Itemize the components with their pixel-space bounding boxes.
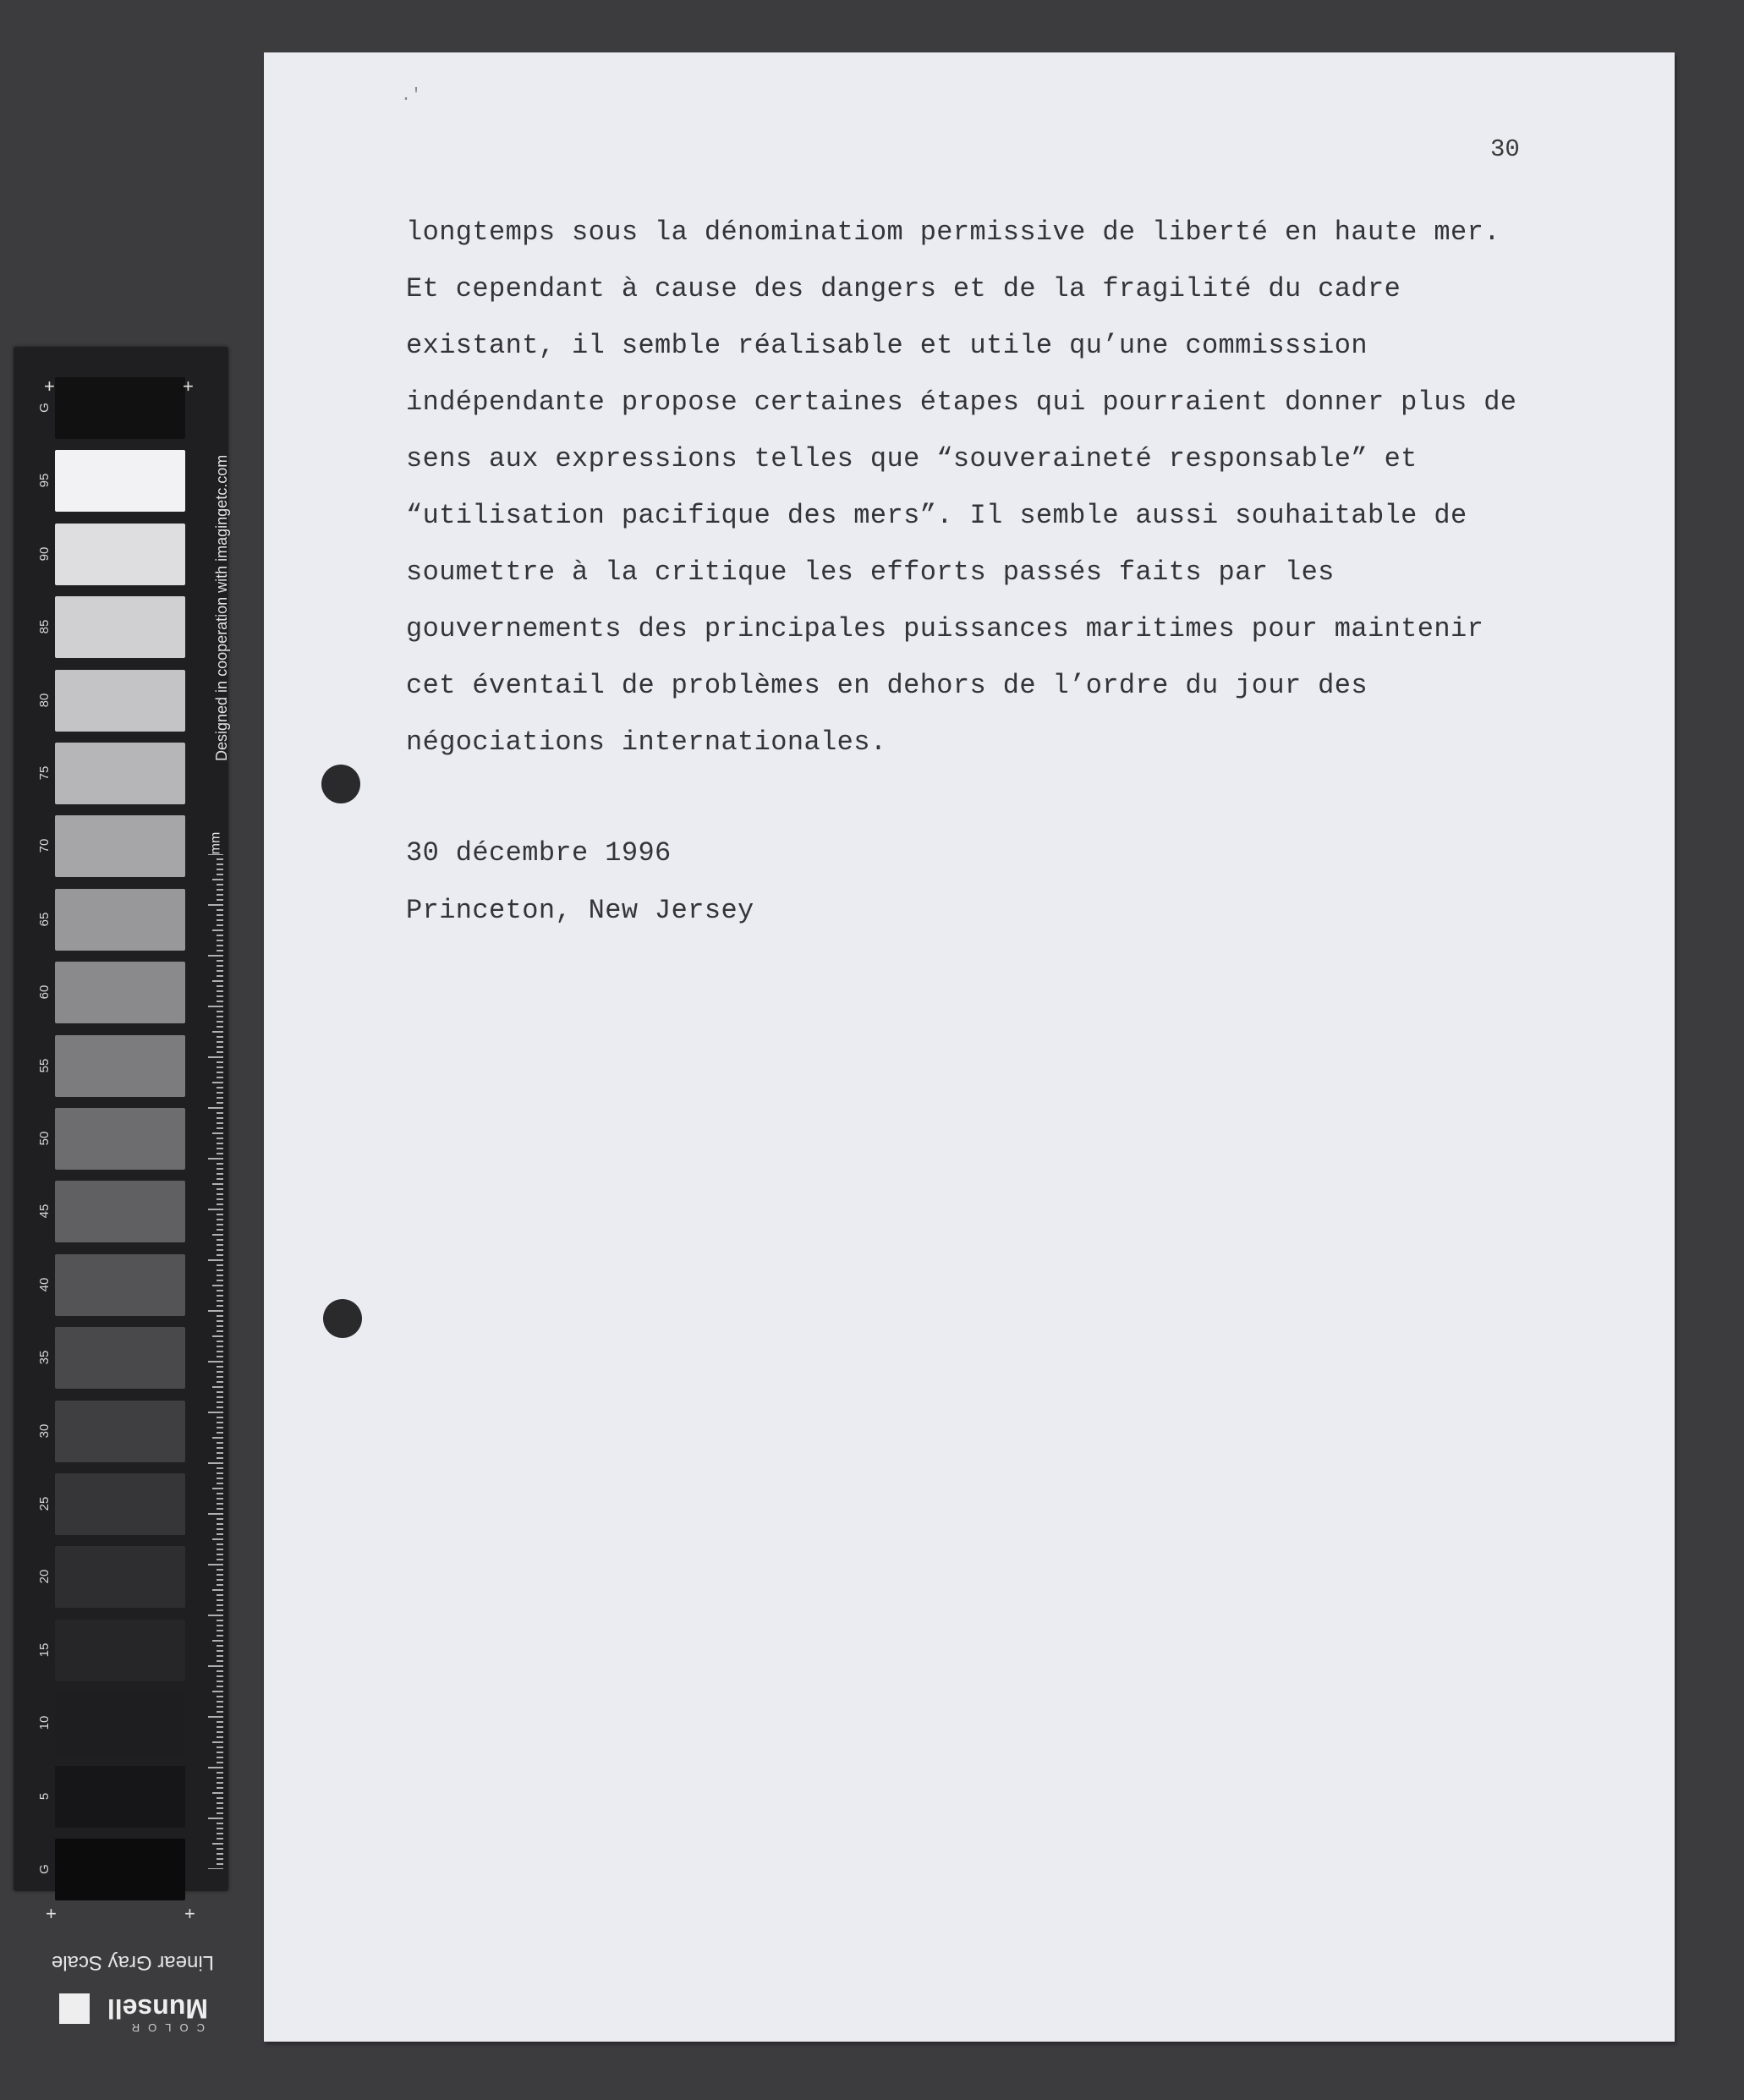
card-title: Linear Gray Scale bbox=[51, 1951, 215, 1974]
punch-hole bbox=[323, 1299, 362, 1338]
gray-patch bbox=[55, 1620, 185, 1681]
gray-patch-label: 70 bbox=[37, 839, 52, 853]
gray-patch-label: 55 bbox=[37, 1058, 52, 1072]
gray-patch-label: 25 bbox=[37, 1496, 52, 1511]
gray-patch bbox=[55, 962, 185, 1023]
body-line: Et cependant à cause des dangers et de la fragilité du cadre bbox=[406, 273, 1401, 304]
grid-logo-icon bbox=[59, 1993, 90, 2024]
gray-patch bbox=[55, 1035, 185, 1097]
mm-ruler bbox=[206, 854, 223, 1869]
gray-patch bbox=[55, 1692, 185, 1754]
gray-patch-label: 80 bbox=[37, 693, 52, 707]
document-page bbox=[264, 52, 1675, 2042]
gray-patch bbox=[55, 596, 185, 658]
letter-date: 30 décembre 1996 bbox=[406, 837, 672, 869]
gray-patch bbox=[55, 743, 185, 804]
registration-mark: + bbox=[183, 376, 194, 397]
gray-patch-label: 10 bbox=[37, 1715, 52, 1730]
body-line: soumettre à la critique les efforts passés faits par les bbox=[406, 557, 1335, 588]
gray-patch bbox=[55, 1327, 185, 1389]
gray-patch bbox=[55, 815, 185, 877]
body-line: indépendante propose certaines étapes qui pourraient donner plus de bbox=[406, 387, 1517, 418]
gray-patch-label: 20 bbox=[37, 1570, 52, 1584]
registration-mark: + bbox=[44, 376, 55, 397]
card-credit: Designed in cooperation with imagingetc.com bbox=[213, 454, 230, 761]
gray-patch-label: 45 bbox=[37, 1204, 52, 1219]
gray-patch bbox=[55, 450, 185, 512]
paper-mark: .' bbox=[401, 86, 422, 106]
gray-patch-label: 95 bbox=[37, 474, 52, 488]
punch-hole bbox=[321, 765, 360, 803]
gray-patch-label: G bbox=[37, 403, 52, 413]
gray-patch-label: 40 bbox=[37, 1277, 52, 1292]
gray-patch bbox=[55, 1473, 185, 1535]
munsell-logo: COLOR Munsell bbox=[56, 1983, 208, 2034]
body-line: “utilisation pacifique des mers”. Il semble aussi souhaitable de bbox=[406, 500, 1467, 531]
gray-patch-label: 90 bbox=[37, 546, 52, 562]
gray-patch bbox=[55, 1839, 185, 1900]
ruler-unit: mm bbox=[208, 831, 223, 855]
body-line: longtemps sous la dénominatiom permissive de liberté en haute mer. bbox=[406, 217, 1500, 248]
body-line: gouvernements des principales puissances maritimes pour maintenir bbox=[406, 613, 1484, 644]
gray-patch bbox=[55, 1401, 185, 1462]
gray-patch-label: 15 bbox=[37, 1642, 52, 1658]
body-line: existant, il semble réalisable et utile qu’une commisssion bbox=[406, 330, 1368, 361]
body-line: négociations internationales. bbox=[406, 727, 887, 758]
registration-mark: + bbox=[184, 1903, 195, 1924]
gray-patch-label: 75 bbox=[37, 765, 52, 781]
gray-patch bbox=[55, 377, 185, 439]
gray-patch bbox=[55, 1108, 185, 1170]
gray-patch-label: 60 bbox=[37, 984, 52, 1000]
gray-patch bbox=[55, 1181, 185, 1242]
registration-mark: + bbox=[46, 1903, 57, 1924]
body-line: sens aux expressions telles que “souveraineté responsable” et bbox=[406, 443, 1418, 474]
gray-patch-label: 5 bbox=[37, 1792, 52, 1800]
gray-patch-label: 65 bbox=[37, 912, 52, 927]
gray-patch bbox=[55, 889, 185, 951]
gray-patch-label: 30 bbox=[37, 1423, 52, 1438]
gray-patch-label: 50 bbox=[37, 1131, 52, 1146]
gray-patch bbox=[55, 1254, 185, 1316]
gray-patch bbox=[55, 1766, 185, 1828]
gray-scale-card bbox=[14, 347, 230, 2034]
page-number: 30 bbox=[1490, 135, 1520, 163]
gray-patch bbox=[55, 670, 185, 732]
letter-place: Princeton, New Jersey bbox=[406, 895, 754, 926]
gray-patch bbox=[55, 1546, 185, 1608]
body-line: cet éventail de problèmes en dehors de l’ordre du jour des bbox=[406, 670, 1368, 701]
gray-patch-label: 85 bbox=[37, 619, 52, 634]
gray-patch bbox=[55, 524, 185, 585]
gray-patch-label: G bbox=[37, 1864, 52, 1874]
gray-patch-label: 35 bbox=[37, 1350, 52, 1365]
